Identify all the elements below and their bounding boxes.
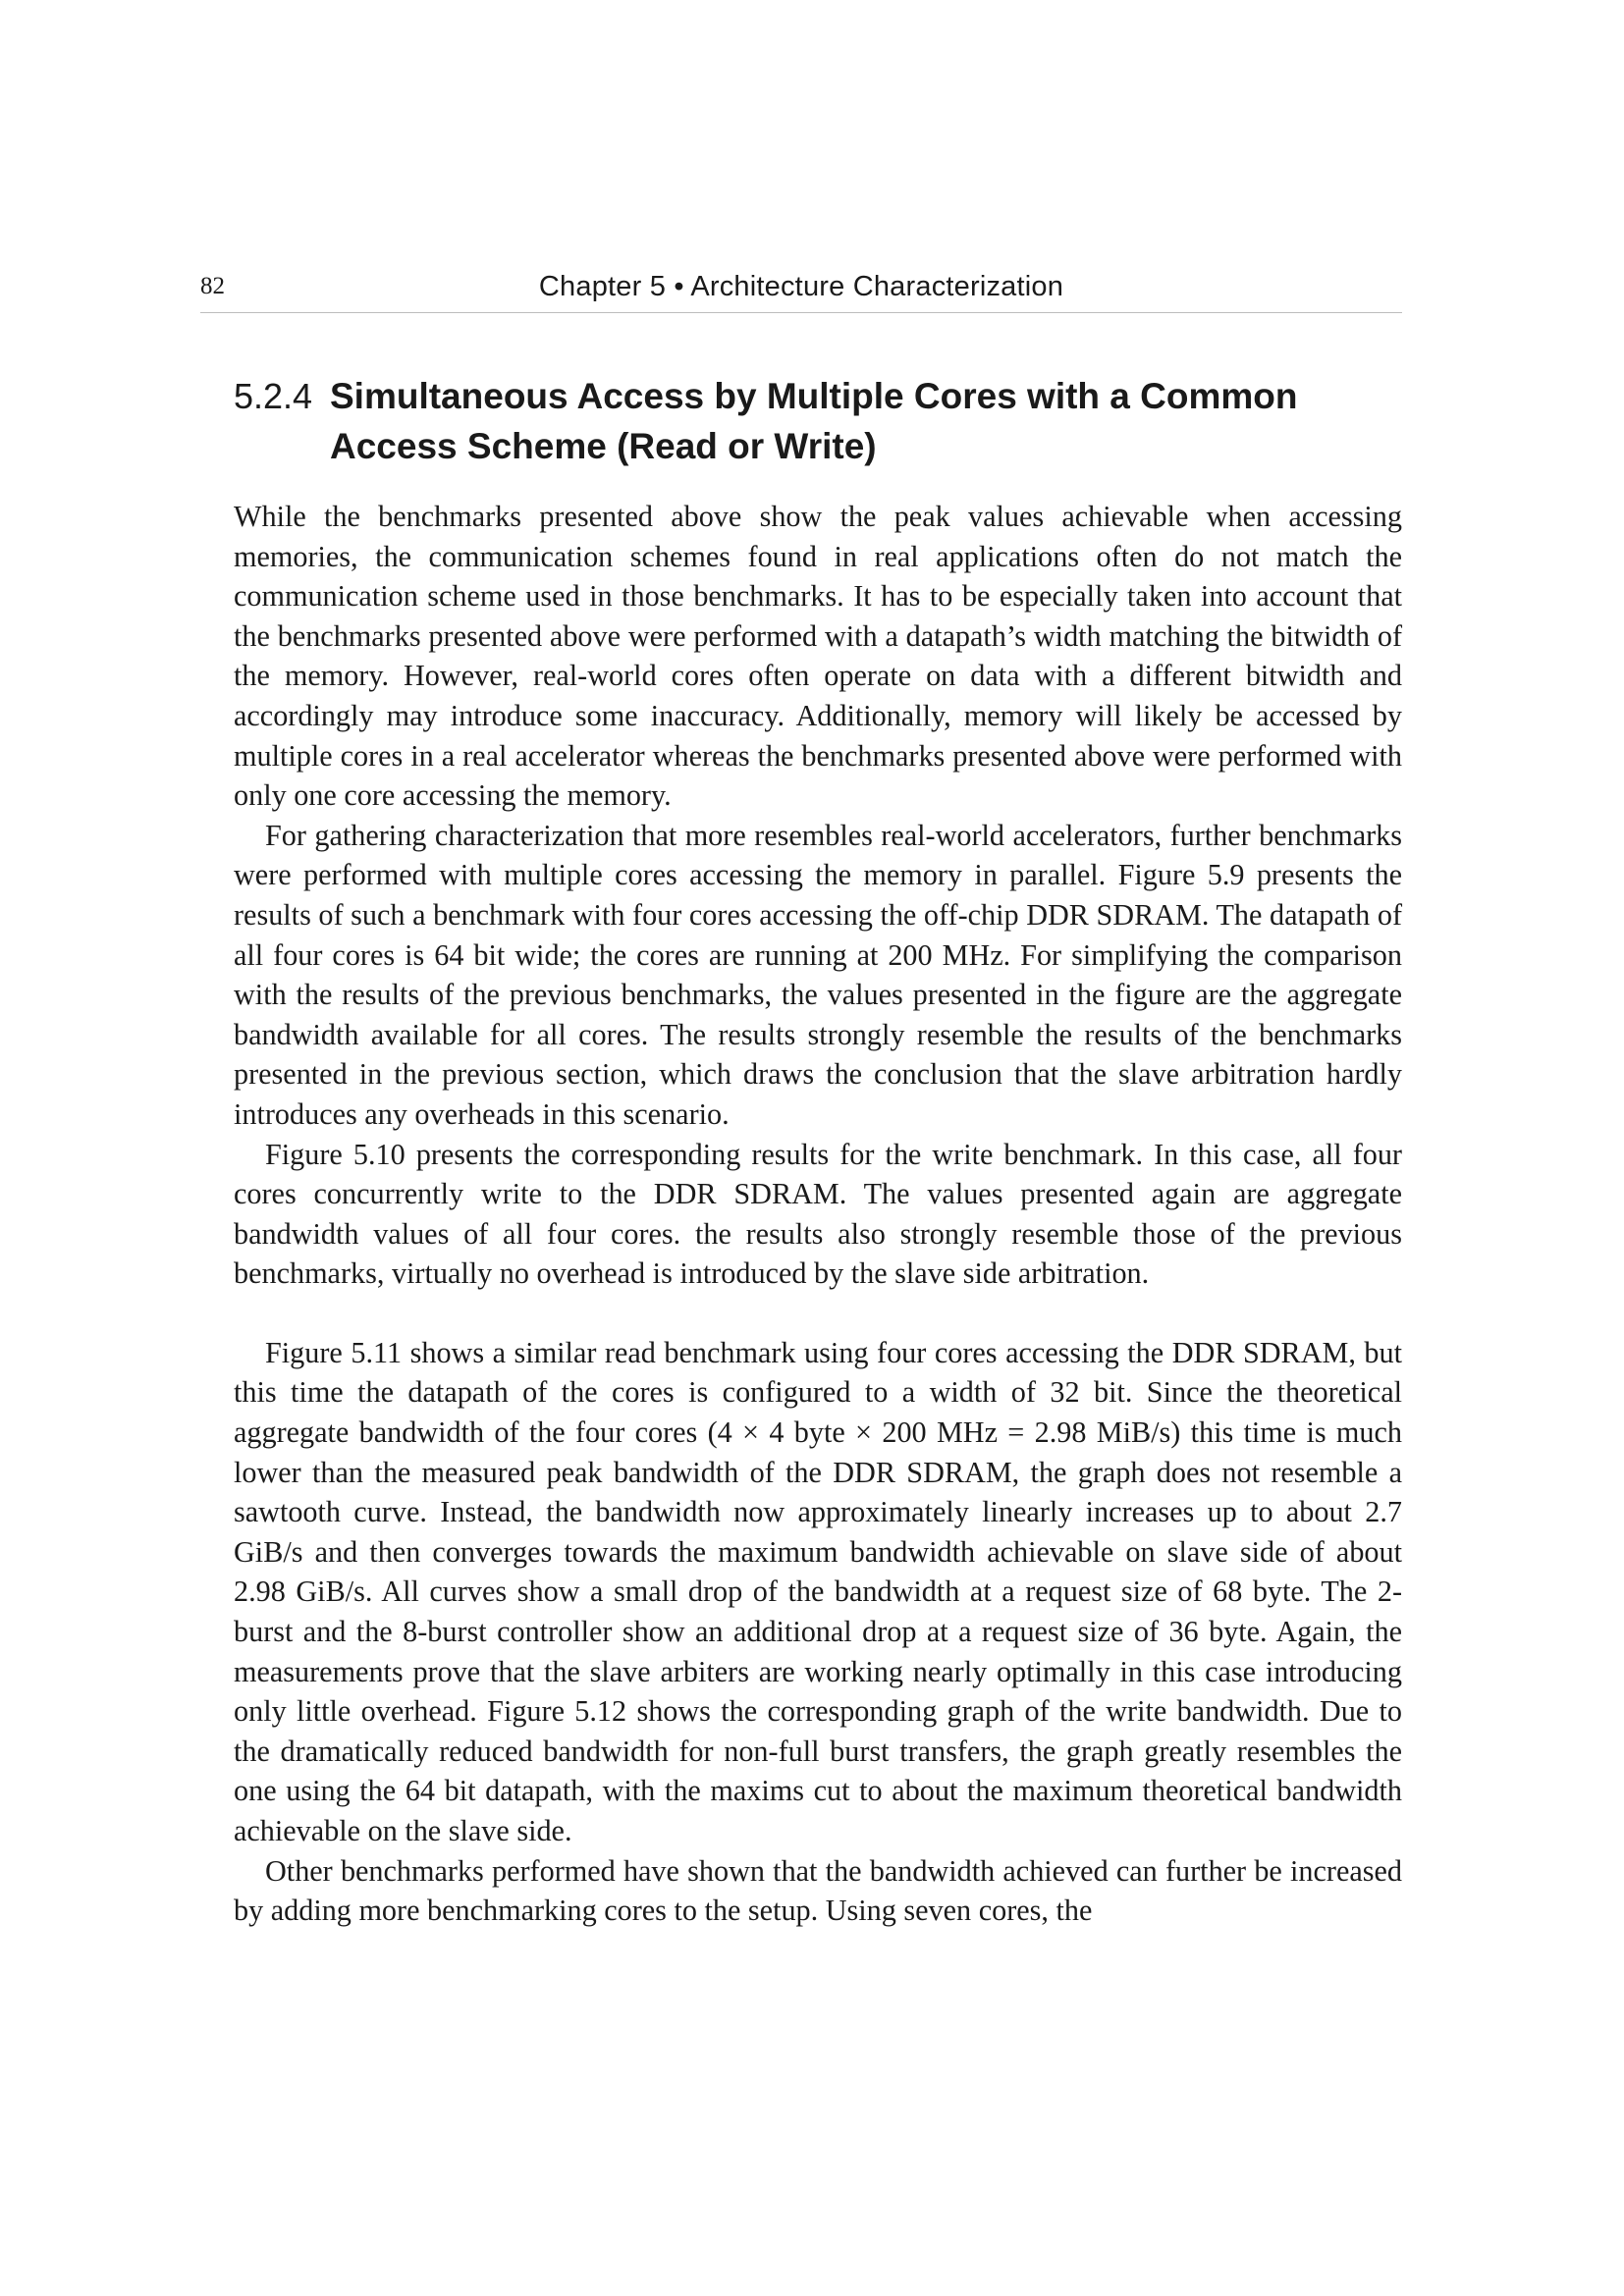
section-number: 5.2.4 [234,376,313,416]
paragraph-5: Other benchmarks performed have shown that the bandwidth achieved can further be increased by adding more benchmarking cores to the setup. Using seven cores, the [234,1853,1402,1928]
section-5-2-4 [234,371,1402,1931]
section-title: Simultaneous Access by Multiple Cores with a Common Access Scheme (Read or Write) [330,376,1298,466]
running-title: Chapter 5 • Architecture Characterization [538,271,1064,302]
paragraph-3: Figure 5.10 presents the corresponding results for the write benchmark. In this case, all four cores concurrently write to the DDR SDRAM. The values presented again are aggregate bandwidth values of all four cores. the results also strongly resemble those of the previous benchmarks, virtually no overhead is introduced by the slave side arbitration. [234,1137,1402,1291]
paragraph-2: For gathering characterization that more resembles real-world accelerators, further benchmarks were performed with multiple cores accessing the memory in parallel. Figure 5.9 presents the results of such a benchmark with four cores accessing the off-chip DDR SDRAM. The datapath of all four cores is 64 bit wide; the cores are running at 200 MHz. For simplifying the comparison with the results of the previous benchmarks, the values presented in the figure are the aggregate bandwidth available for all cores. The results strongly resemble the results of the benchmarks presented in the previous section, which draws the conclusion that the slave arbitration hardly introduces any overheads in this scenario. [234,818,1402,1131]
paragraph-1: While the benchmarks presented above show the peak values achievable when accessing memories, the communication schemes found in real applications often do not match the communication scheme used in those benchmarks. It has to be especially taken into account that the benchmarks presented above were performed with a datapath’s width matching the bitwidth of the memory. However, real-world cores often operate on data with a different bitwidth and accordingly may introduce some inaccuracy. Additionally, memory will likely be accessed by multiple cores in a real accelerator whereas the benchmarks presented above were performed with only one core accessing the memory. [234,500,1402,813]
section-heading [234,371,1402,471]
paragraph-4: Figure 5.11 shows a similar read benchmark using four cores accessing the DDR SDRAM, but this time the datapath of the cores is configured to a width of 32 bit. Since the theoretical aggregate bandwidth of the four cores (4 × 4 byte × 200 MHz = 2.98 MiB/s) this time is much lower than the measured peak bandwidth of the DDR SDRAM, the graph does not resemble a sawtooth curve. Instead, the bandwidth now approximately linearly increases up to about 2.7 GiB/s and then converges towards the maximum bandwidth achievable on slave side of about 2.98 GiB/s. All curves show a small drop of the bandwidth at a request size of 68 byte. The 2-burst and the 8-burst controller show an additional drop at a request size of 36 byte. Again, the measurements prove that the slave arbiters are working nearly optimally in this case introducing only little overhead. Figure 5.12 shows the corresponding graph of the write bandwidth. Due to the dramatically reduced bandwidth for non-full burst transfers, the graph greatly resembles the one using the 64 bit datapath, with the maxims cut to about the maximum theoretical bandwidth achievable on the slave side. [234,1335,1402,1847]
page-number: 82 [200,273,225,299]
page-header [200,267,1402,313]
body-text [234,497,1402,1931]
